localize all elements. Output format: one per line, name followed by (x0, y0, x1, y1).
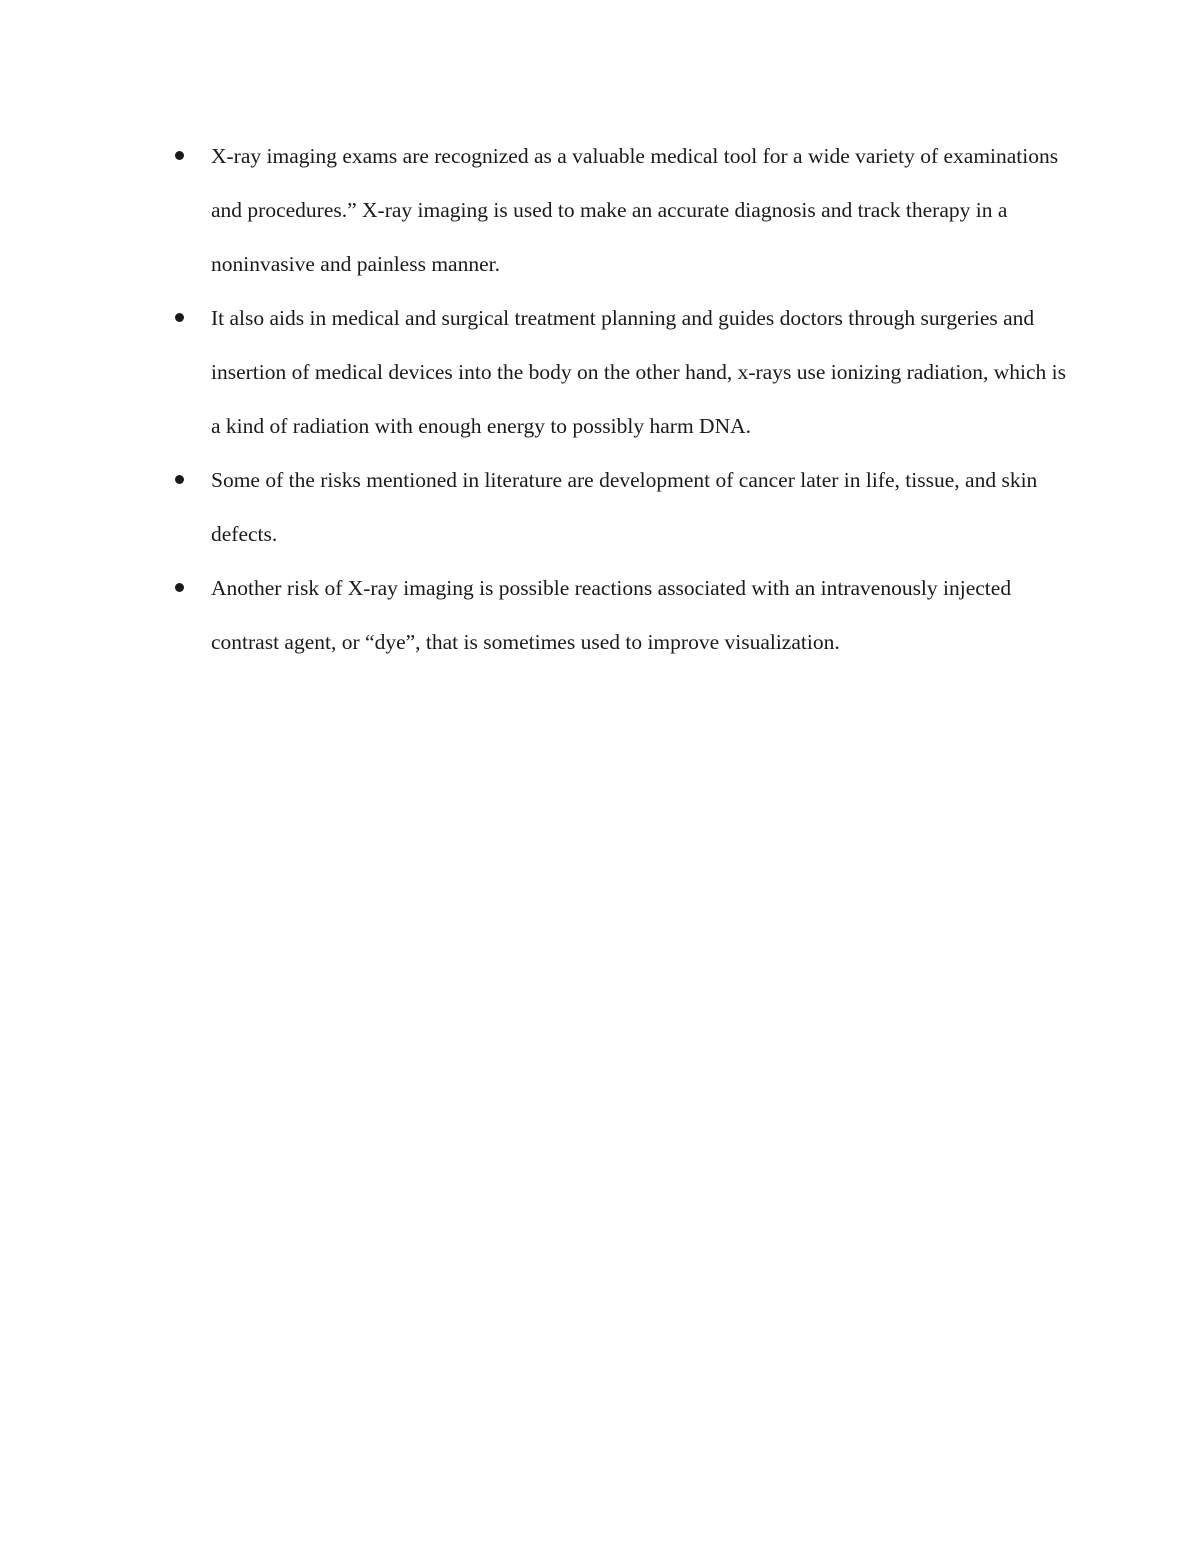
list-item-text: X-ray imaging exams are recognized as a valuable medical tool for a wide variety of examinations and procedures.” X-ray imaging is used to make an accurate diagnosis and track therapy in a noninvasive and painless manner. (211, 144, 1059, 276)
list-item (166, 291, 1066, 453)
bullet-icon (175, 583, 184, 592)
bullet-list (166, 129, 1066, 669)
bullet-icon (175, 475, 184, 484)
list-item (166, 453, 1066, 561)
list-item (166, 129, 1066, 291)
list-item-text: Another risk of X-ray imaging is possible reactions associated with an intravenously injected contrast agent, or “dye”, that is sometimes used to improve visualization. (211, 576, 1012, 654)
list-item (166, 561, 1066, 669)
list-item-text: Some of the risks mentioned in literature are development of cancer later in life, tissue, and skin defects. (211, 468, 1038, 546)
bullet-icon (175, 313, 184, 322)
list-item-text: It also aids in medical and surgical treatment planning and guides doctors through surgeries and insertion of medical devices into the body on the other hand, x-rays use ionizing radiation, which is a kind of radiation with enough energy to possibly harm DNA. (211, 306, 1067, 438)
bullet-icon (175, 151, 184, 160)
